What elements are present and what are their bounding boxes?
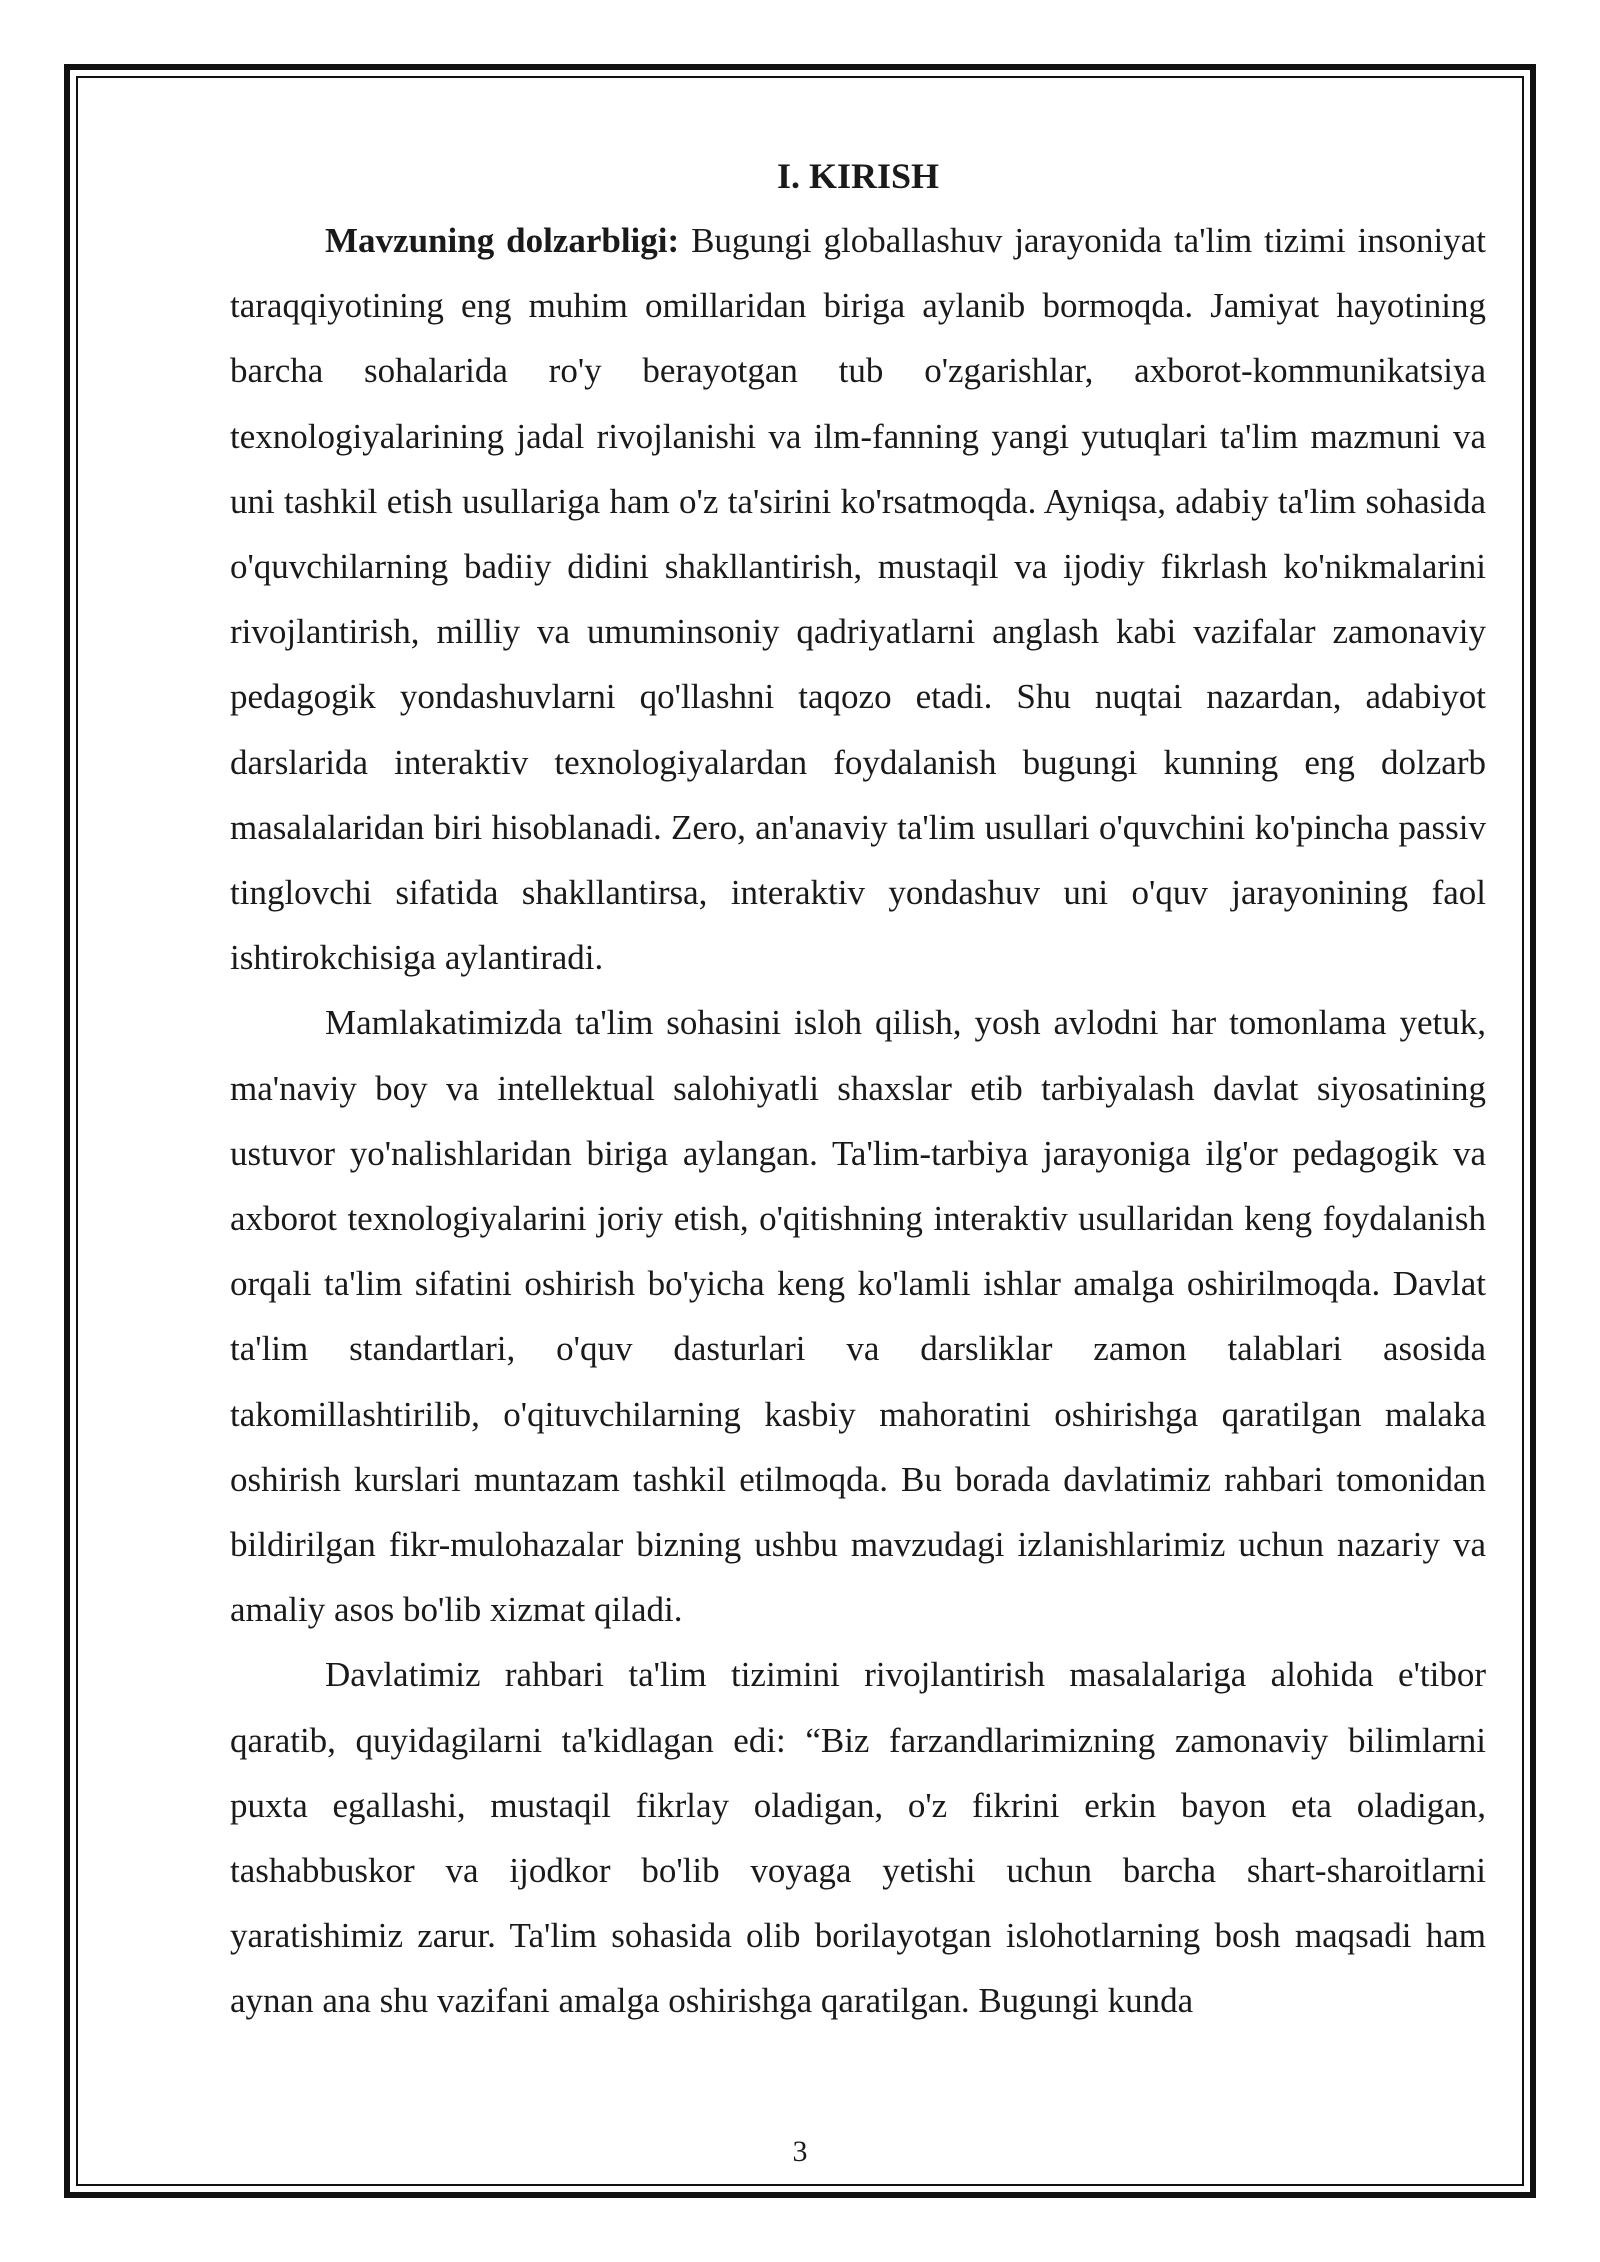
page-number: 3	[792, 2135, 808, 2168]
section-heading: I. KIRISH	[776, 156, 940, 196]
paragraph-lead: Mavzuning dolzarbligi:	[325, 221, 680, 260]
paragraph-quote	[230, 1642, 1486, 2033]
paragraph-reforms	[230, 990, 1486, 1642]
paragraph-text: Bugungi globallashuv jarayonida ta'lim tizimi insoniyat taraqqiyotining eng muhim omillaridan biriga aylanib bormoqda. Jamiyat hayotining barcha sohalarida ro'y berayotgan tub o'zgarishlar, axborot-kommunikatsiya texnologiyalarining jadal rivojlanishi va ilm-fanning yangi yutuqlari ta'lim mazmuni va uni tashkil etish usullariga ham o'z ta'sirini ko'rsatmoqda. Ayniqsa, adabiy ta'lim sohasida o'quvchilarning badiiy didini shakllantirish, mustaqil va ijodiy fikrlash ko'nikmalarini rivojlantirish, milliy va umuminsoniy qadriyatlarni anglash kabi vazifalar zamonaviy pedagogik yondashuvlarni qo'llashni taqozo etadi. Shu nuqtai nazardan, adabiyot darslarida interaktiv texnologiyalardan foydalanish bugungi kunning eng dolzarb masalalaridan biri hisoblanadi. Zero, an'anaviy ta'lim usullari o'quvchini ko'pincha passiv tinglovchi sifatida shakllantirsa, interaktiv yondashuv uni o'quv jarayonining faol ishtirokchisiga aylantiradi.	[230, 221, 1486, 978]
paragraph-text: Mamlakatimizda ta'lim sohasini isloh qilish, yosh avlodni har tomonlama yetuk, ma'naviy boy va intellektual salohiyatli shaxslar etib tarbiyalash davlat siyosatining ustuvor yo'nalishlaridan biriga aylangan. Ta'lim-tarbiya jarayoniga ilg'or pedagogik va axborot texnologiyalarini joriy etish, o'qitishning interaktiv usullaridan keng foydalanish orqali ta'lim sifatini oshirish bo'yicha keng ko'lamli ishlar amalga oshirilmoqda. Davlat ta'lim standartlari, o'quv dasturlari va darsliklar zamon talablari asosida takomillashtirilib, o'qituvchilarning kasbiy mahoratini oshirishga qaratilgan malaka oshirish kurslari muntazam tashkil etilmoqda. Bu borada davlatimiz rahbari tomonidan bildirilgan fikr-mulohazalar bizning ushbu mavzudagi izlanishlarimiz uchun nazariy va amaliy asos bo'lib xizmat qiladi.	[230, 1003, 1486, 1630]
document-body	[230, 146, 1486, 2034]
paragraph-text: Davlatimiz rahbari ta'lim tizimini rivojlantirish masalalariga alohida e'tibor qaratib, quyidagilarni ta'kidlagan edi: “Biz farzandlarimizning zamonaviy bilimlarni puxta egallashi, mustaqil fikrlay oladigan, o'z fikrini erkin bayon eta oladigan, tashabbuskor va ijodkor bo'lib voyaga yetishi uchun barcha shart-sharoitlarni yaratishimiz zarur. Ta'lim sohasida olib borilayotgan islohotlarning bosh maqsadi ham aynan ana shu vazifani amalga oshirishga qaratilgan. Bugungi kunda	[230, 1655, 1486, 2021]
paragraph-relevance	[230, 208, 1486, 990]
